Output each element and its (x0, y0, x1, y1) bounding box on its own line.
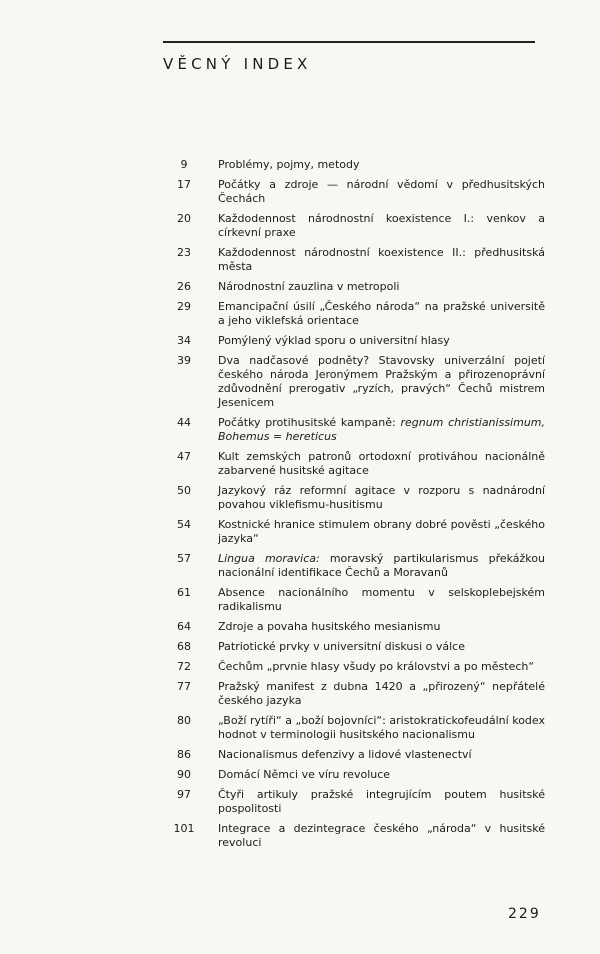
entry-page: 64 (177, 620, 191, 633)
index-entry (150, 518, 545, 546)
entry-title: Každodennost národnostní koexistence II.: předhusitská města (218, 246, 545, 273)
index-entry (150, 300, 545, 328)
entry-page: 80 (177, 714, 191, 727)
entry-title: „Boží rytíři“ a „boží bojovníci“: aristokratickofeudální kodex hodnot v terminologii husitského nacionalismu (218, 714, 545, 741)
entry-title (218, 416, 545, 444)
entry-title: Čtyři artikuly pražské integrujícím poutem husitské pospolitosti (218, 788, 545, 815)
entry-title-text: Počátky protihusitské kampaně: (218, 416, 401, 429)
entry-page: 50 (177, 484, 191, 497)
entry-title: Emancipační úsilí „Českého národa“ na pražské universitě a jeho viklefská orientace (218, 300, 545, 327)
entry-title: Zdroje a povaha husitského mesianismu (218, 620, 441, 633)
entry-page: 86 (177, 748, 191, 761)
entry-title: Národnostní zauzlina v metropoli (218, 280, 400, 293)
index-entry (150, 212, 545, 240)
entry-title: Kostnické hranice stimulem obrany dobré pověsti „českého jazyka“ (218, 518, 545, 545)
top-rule (163, 41, 535, 43)
entry-title: Pomýlený výklad sporu o universitní hlasy (218, 334, 450, 347)
entry-page: 61 (177, 586, 191, 599)
index-entry (150, 822, 545, 850)
entry-page: 57 (177, 552, 191, 565)
entry-page: 97 (177, 788, 191, 801)
entry-page: 26 (177, 280, 191, 293)
entry-page: 77 (177, 680, 191, 693)
page-heading: VĚCNÝ INDEX (163, 55, 312, 73)
entry-title: Jazykový ráz reformní agitace v rozporu s nadnárodní povahou viklefismu-husitismu (218, 484, 545, 511)
index-entry (150, 354, 545, 410)
entry-page: 44 (177, 416, 191, 429)
index-entry (150, 640, 545, 654)
entry-title (218, 552, 545, 580)
index-entry (150, 586, 545, 614)
entry-page: 90 (177, 768, 191, 781)
entry-page: 68 (177, 640, 191, 653)
entry-title: Dva nadčasové podněty? Stavovsky univerzální pojetí českého národa Jeronýmem Pražským a přirozenoprávní zdůvodnění prerogativ „ryzích, pravých“ Čechů mistrem Jesenicem (218, 354, 545, 409)
index-list (150, 158, 545, 856)
entry-page: 39 (177, 354, 191, 367)
index-entry (150, 450, 545, 478)
entry-page: 20 (177, 212, 191, 225)
entry-title: Domácí Němci ve víru revoluce (218, 768, 391, 781)
entry-title: Každodennost národnostní koexistence I.: venkov a církevní praxe (218, 212, 545, 239)
index-entry (150, 280, 545, 294)
index-entry (150, 788, 545, 816)
index-entry (150, 484, 545, 512)
index-entry (150, 620, 545, 634)
entry-page: 23 (177, 246, 191, 259)
entry-page: 29 (177, 300, 191, 313)
entry-title-text: moravský partikularismus překážkou nacionální identifikace Čechů a Moravanů (218, 552, 545, 579)
entry-title: Čechům „prvnie hlasy všudy po královstvi a po městech“ (218, 660, 535, 673)
entry-page: 101 (173, 822, 195, 835)
entry-title: Pražský manifest z dubna 1420 a „přirozený“ nepřátelé českého jazyka (218, 680, 545, 707)
entry-page: 72 (177, 660, 191, 673)
entry-title-italic: regnum christianissimum, Bohemus = hereticus (218, 416, 546, 443)
entry-title: Patriotické prvky v universitní diskusi o válce (218, 640, 465, 653)
index-entry (150, 748, 545, 762)
entry-page: 17 (177, 178, 191, 191)
page-number: 229 (508, 906, 541, 922)
entry-page: 9 (180, 158, 188, 171)
index-entry (150, 680, 545, 708)
entry-title: Kult zemských patronů ortodoxní protiváhou nacionálně zabarvené husitské agitace (218, 450, 545, 477)
index-entry (150, 660, 545, 674)
index-entry (150, 178, 545, 206)
index-entry (150, 714, 545, 742)
index-entry (150, 334, 545, 348)
index-entry (150, 158, 545, 172)
index-entry (150, 416, 545, 444)
entry-title-italic: Lingua moravica: (218, 552, 320, 565)
index-entry (150, 246, 545, 274)
index-entry (150, 768, 545, 782)
index-entry (150, 552, 545, 580)
entry-page: 34 (177, 334, 191, 347)
entry-title: Absence nacionálního momentu v selskoplebejském radikalismu (218, 586, 545, 613)
entry-page: 47 (177, 450, 191, 463)
entry-title: Problémy, pojmy, metody (218, 158, 360, 171)
entry-title: Počátky a zdroje — národní vědomí v předhusitských Čechách (218, 178, 545, 205)
entry-page: 54 (177, 518, 191, 531)
entry-title: Integrace a dezintegrace českého „národa“ v husitské revoluci (218, 822, 545, 849)
entry-title: Nacionalismus defenzivy a lidové vlastenectví (218, 748, 472, 761)
